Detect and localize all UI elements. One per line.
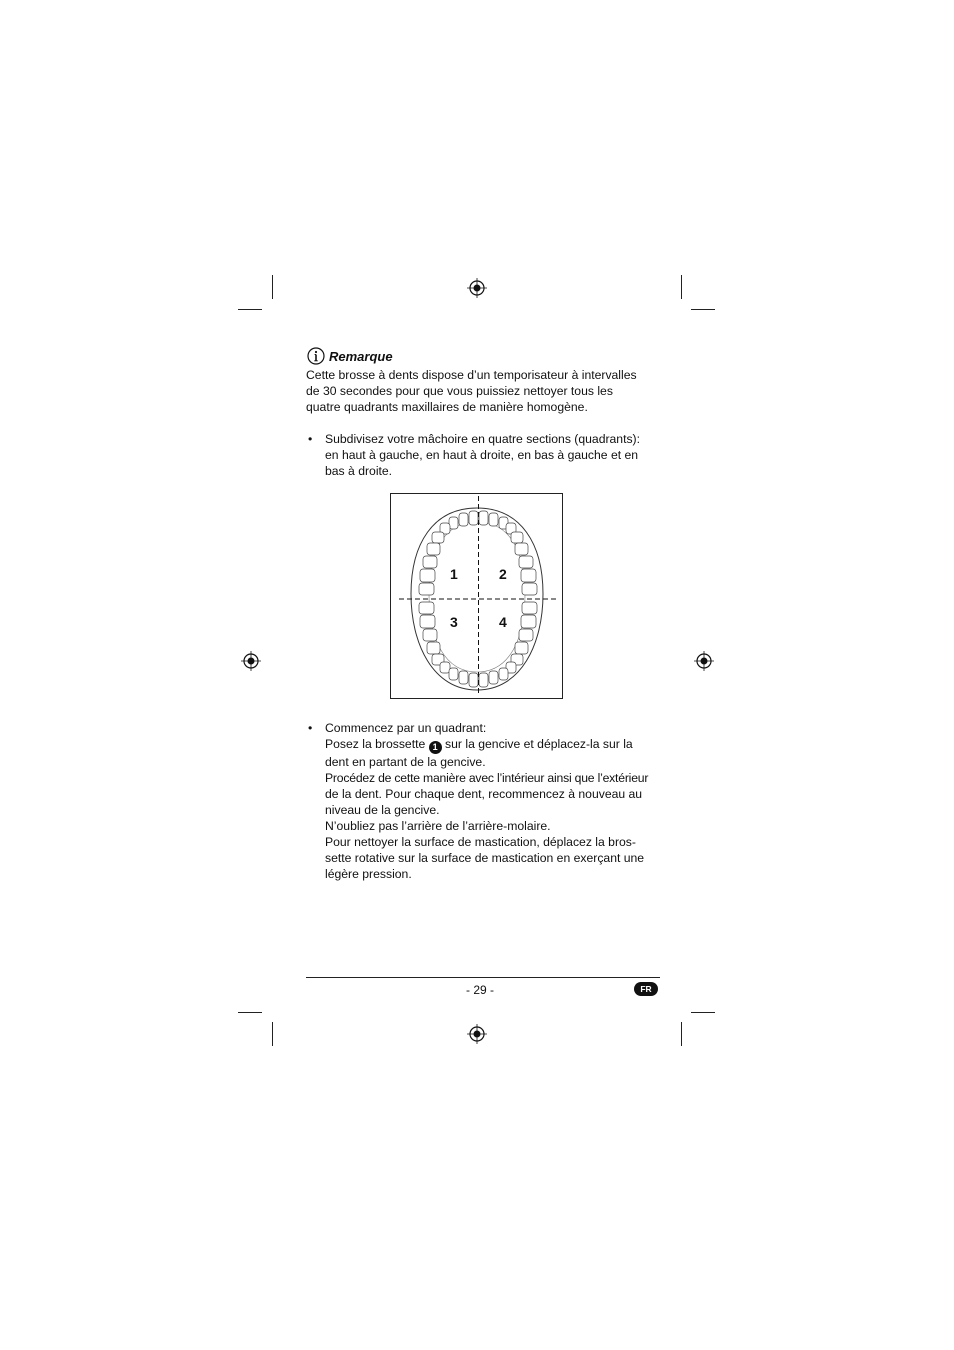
bullet-line: niveau de la gencive. (325, 803, 440, 817)
crop-mark (238, 309, 262, 310)
page-number: - 29 - (465, 983, 494, 997)
bullet-item-quadrants (306, 431, 656, 479)
crop-mark (681, 1022, 682, 1046)
bullet-line (325, 736, 656, 754)
bullet-line: dent en partant de la gencive. (325, 755, 486, 769)
crop-mark (238, 1012, 262, 1013)
language-badge: FR (634, 982, 658, 996)
bullet-line: légère pression. (325, 867, 412, 881)
bullet-line: sette rotative sur la surface de mastication en exerçant une (325, 851, 645, 865)
bullet-text: Posez la brossette (325, 737, 429, 751)
registration-mark-icon (467, 278, 487, 298)
note-line: de 30 secondes pour que vous puissiez nettoyer tous les (306, 384, 613, 398)
note-line: Cette brosse à dents dispose d’un temporisateur à intervalles (306, 368, 637, 382)
footer-rule (306, 977, 660, 978)
bullet-symbol: • (308, 432, 313, 446)
teeth-quadrant-figure (390, 493, 563, 699)
bullet-line: bas à droite. (325, 464, 393, 478)
registration-mark-icon (694, 651, 714, 671)
bullet-line: Subdivisez votre mâchoire en quatre sections (quadrants): (325, 432, 641, 446)
quadrant-label-2: 2 (499, 566, 507, 582)
bullet-line: Pour nettoyer la surface de mastication, déplacez la bros- (325, 835, 636, 849)
note-title: Remarque (329, 348, 393, 364)
note-line: quatre quadrants maxillaires de manière homogène. (306, 400, 588, 414)
note-body (306, 367, 656, 415)
quadrant-label-4: 4 (499, 614, 507, 630)
crop-mark (691, 1012, 715, 1013)
dental-arch-diagram (391, 494, 562, 698)
bullet-line: Commencez par un quadrant: (325, 721, 487, 735)
crop-mark (272, 1022, 273, 1046)
quadrant-label-3: 3 (450, 614, 458, 630)
crop-mark (691, 309, 715, 310)
bullet-line: Procédez de cette manière avec l’intérieur ainsi que l’extérieur (325, 771, 649, 785)
info-icon (307, 347, 325, 365)
bullet-line: N’oubliez pas l’arrière de l’arrière-molaire. (325, 819, 551, 833)
bullet-item-brushing (306, 720, 656, 882)
quadrant-label-1: 1 (450, 566, 458, 582)
bullet-line: en haut à gauche, en haut à droite, en bas à gauche et en (325, 448, 639, 462)
registration-mark-icon (241, 651, 261, 671)
note-heading (307, 347, 393, 365)
bullet-symbol: • (308, 721, 313, 735)
crop-mark (681, 275, 682, 299)
crop-mark (272, 275, 273, 299)
bullet-line: de la dent. Pour chaque dent, recommencez à nouveau au (325, 787, 643, 801)
registration-mark-icon (467, 1024, 487, 1044)
bullet-text: sur la gencive et déplacez-la sur la (441, 737, 633, 751)
part-callout-icon: 1 (429, 741, 442, 754)
